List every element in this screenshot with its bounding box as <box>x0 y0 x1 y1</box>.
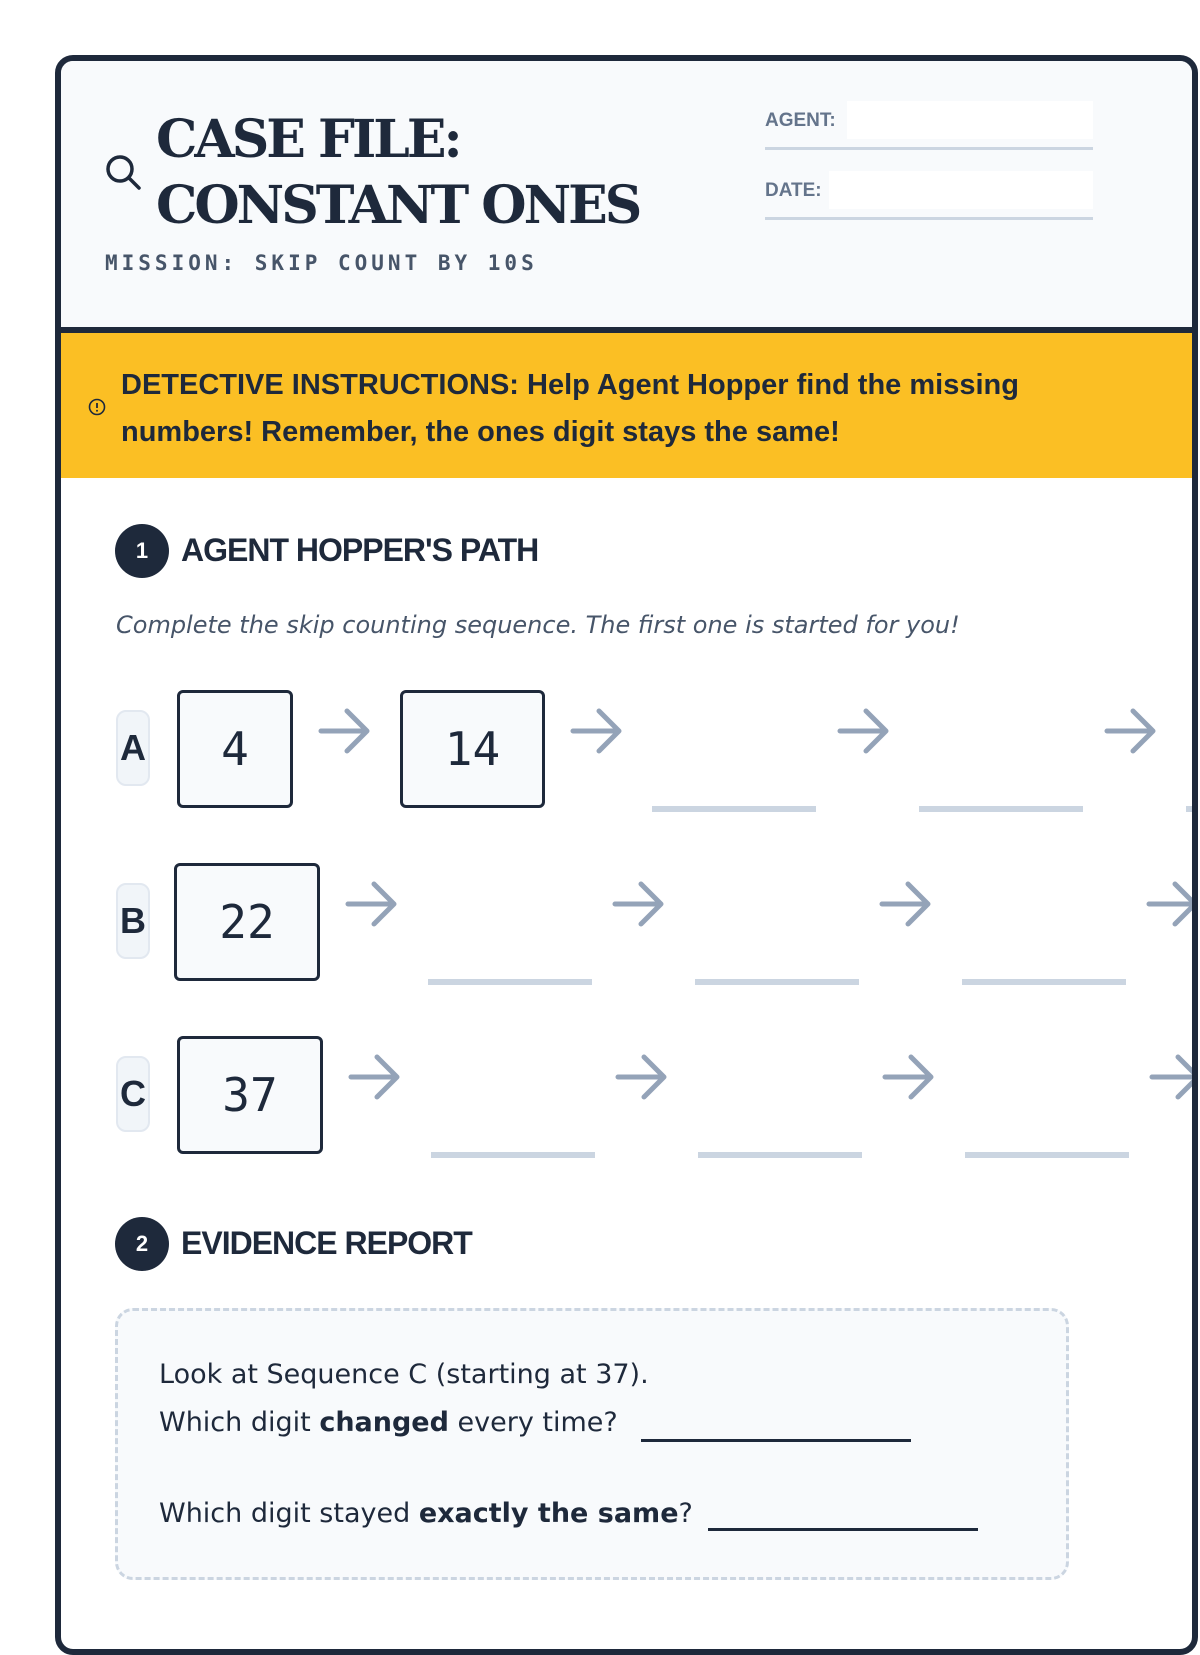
question-text: ? <box>678 1498 693 1529</box>
agent-label: AGENT: <box>765 110 836 131</box>
sequence-label: B <box>116 883 150 959</box>
arrow-right-icon <box>611 876 667 932</box>
given-number: 22 <box>174 863 320 981</box>
page-title <box>156 107 639 239</box>
answer-blank[interactable] <box>962 929 1126 985</box>
sequence-label: A <box>116 710 150 786</box>
question-emphasis: exactly the same <box>418 1498 679 1529</box>
answer-line-same-digit[interactable] <box>708 1488 978 1531</box>
answer-line-changed-digit[interactable] <box>641 1399 911 1442</box>
answer-blank[interactable] <box>698 1102 862 1158</box>
instructions-banner <box>61 333 1192 478</box>
answer-blank[interactable] <box>431 1102 595 1158</box>
date-input[interactable] <box>829 171 1093 209</box>
agent-field-row <box>765 101 1093 150</box>
section-number-badge: 2 <box>115 1217 169 1271</box>
arrow-right-icon <box>1148 1049 1198 1105</box>
section-title: AGENT HOPPER'S PATH <box>181 532 539 568</box>
arrow-right-icon <box>344 876 400 932</box>
arrow-right-icon <box>569 703 625 759</box>
arrow-right-icon <box>836 703 892 759</box>
question-text: Which digit stayed <box>159 1498 419 1529</box>
arrow-right-icon <box>347 1049 403 1105</box>
warning-icon <box>88 398 106 416</box>
answer-blank[interactable] <box>965 1102 1129 1158</box>
case-file-header <box>61 61 1192 333</box>
arrow-right-icon <box>881 1049 937 1105</box>
arrow-right-icon <box>317 703 373 759</box>
search-icon <box>105 154 143 192</box>
instructions-text: DETECTIVE INSTRUCTIONS: Help Agent Hopper find the missing numbers! Remember, the ones digit stays the same! <box>121 369 1019 448</box>
answer-blank[interactable] <box>695 929 859 985</box>
arrow-right-icon <box>1145 876 1198 932</box>
section-1-instruction: Complete the skip counting sequence. The first one is started for you! <box>116 611 960 639</box>
question-text: Which digit <box>159 1407 320 1438</box>
answer-blank[interactable] <box>652 756 816 812</box>
answer-blank[interactable] <box>919 756 1083 812</box>
answer-blank[interactable] <box>1186 756 1198 812</box>
date-field-row <box>765 171 1093 220</box>
agent-input[interactable] <box>847 101 1093 139</box>
given-number: 37 <box>177 1036 323 1154</box>
date-label: DATE: <box>765 180 822 201</box>
evidence-report-box <box>115 1308 1069 1580</box>
answer-blank[interactable] <box>428 929 592 985</box>
question-1 <box>159 1407 618 1438</box>
arrow-right-icon <box>614 1049 670 1105</box>
title-line-1: CASE FILE: <box>156 109 460 170</box>
section-number-badge: 1 <box>115 524 169 578</box>
given-number: 14 <box>400 690 545 808</box>
worksheet-card <box>55 55 1198 1655</box>
question-emphasis: changed <box>319 1407 449 1438</box>
question-intro: Look at Sequence C (starting at 37). <box>159 1359 649 1390</box>
given-number: 4 <box>177 690 293 808</box>
question-2 <box>159 1498 693 1529</box>
sequence-label: C <box>116 1056 150 1132</box>
arrow-right-icon <box>878 876 934 932</box>
arrow-right-icon <box>1103 703 1159 759</box>
question-text: every time? <box>448 1407 618 1438</box>
title-line-2: CONSTANT ONES <box>156 175 640 236</box>
mission-subtitle: MISSION: SKIP COUNT BY 10S <box>105 251 538 275</box>
section-title: EVIDENCE REPORT <box>181 1225 472 1261</box>
